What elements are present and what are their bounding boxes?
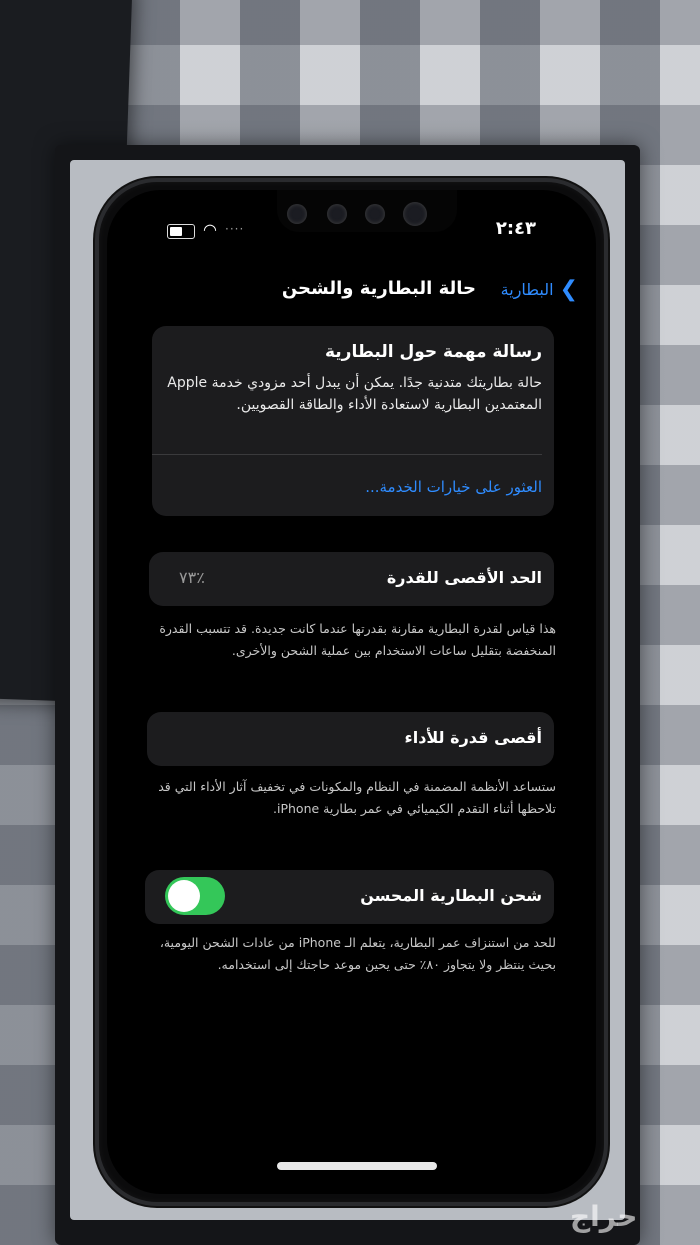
max-capacity-value: ٪٧٣ bbox=[179, 568, 205, 587]
battery-icon bbox=[167, 224, 195, 239]
cellular-signal-icon: ···· bbox=[225, 222, 245, 236]
find-service-options-link[interactable]: العثور على خيارات الخدمة... bbox=[365, 478, 542, 496]
optimized-charging-label: شحن البطارية المحسن bbox=[360, 886, 542, 905]
max-capacity-row bbox=[149, 552, 554, 606]
watermark-logo: حراج bbox=[570, 1200, 638, 1233]
peak-performance-label: أقصى قدرة للأداء bbox=[404, 728, 542, 747]
home-indicator[interactable] bbox=[277, 1162, 437, 1170]
max-capacity-label: الحد الأقصى للقدرة bbox=[386, 568, 542, 587]
battery-message-title: رسالة مهمة حول البطارية bbox=[324, 342, 542, 362]
toggle-knob bbox=[168, 880, 200, 912]
optimized-charging-row bbox=[145, 870, 554, 924]
optimized-charging-toggle[interactable] bbox=[165, 877, 225, 915]
page-title: حالة البطارية والشحن bbox=[281, 278, 476, 299]
status-time: ٢:٤٣ bbox=[495, 218, 536, 239]
back-label: البطارية bbox=[500, 280, 554, 299]
peak-performance-footer: ستساعد الأنظمة المضمنة في النظام والمكونات في تخفيف آثار الأداء التي قد تلاحظها أثناء التقدم الكيميائي في عمر بطارية iPhone. bbox=[158, 779, 556, 816]
wifi-icon: ◠ bbox=[203, 220, 217, 239]
divider bbox=[152, 454, 542, 455]
iphone bbox=[95, 178, 608, 1206]
max-capacity-footer: هذا قياس لقدرة البطارية مقارنة بقدرتها عندما كانت جديدة. قد تتسبب القدرة المنخفضة بتقليل ساعات الاستخدام بين عملية الشحن والأخرى. bbox=[159, 621, 556, 658]
navigation-bar bbox=[107, 278, 596, 308]
optimized-charging-footer: للحد من استنزاف عمر البطارية، يتعلم الـ iPhone من عادات الشحن اليومية، بحيث ينتظر ولا يتجاوز ٨٠٪ حتى يحين موعد حاجتك إلى استخدامه. bbox=[159, 935, 556, 972]
battery-message-body: حالة بطاريتك متدنية جدًا. يمكن أن يبدل أحد مزودي خدمة Apple المعتمدين البطارية لاستعادة الأداء والطاقة القصويين. bbox=[167, 375, 542, 413]
peak-performance-row bbox=[147, 712, 554, 766]
back-button[interactable] bbox=[500, 276, 578, 302]
phone-screen bbox=[107, 190, 596, 1194]
chevron-left-icon: ❯ bbox=[559, 276, 578, 302]
battery-message-card bbox=[152, 326, 554, 516]
status-bar bbox=[107, 218, 596, 242]
